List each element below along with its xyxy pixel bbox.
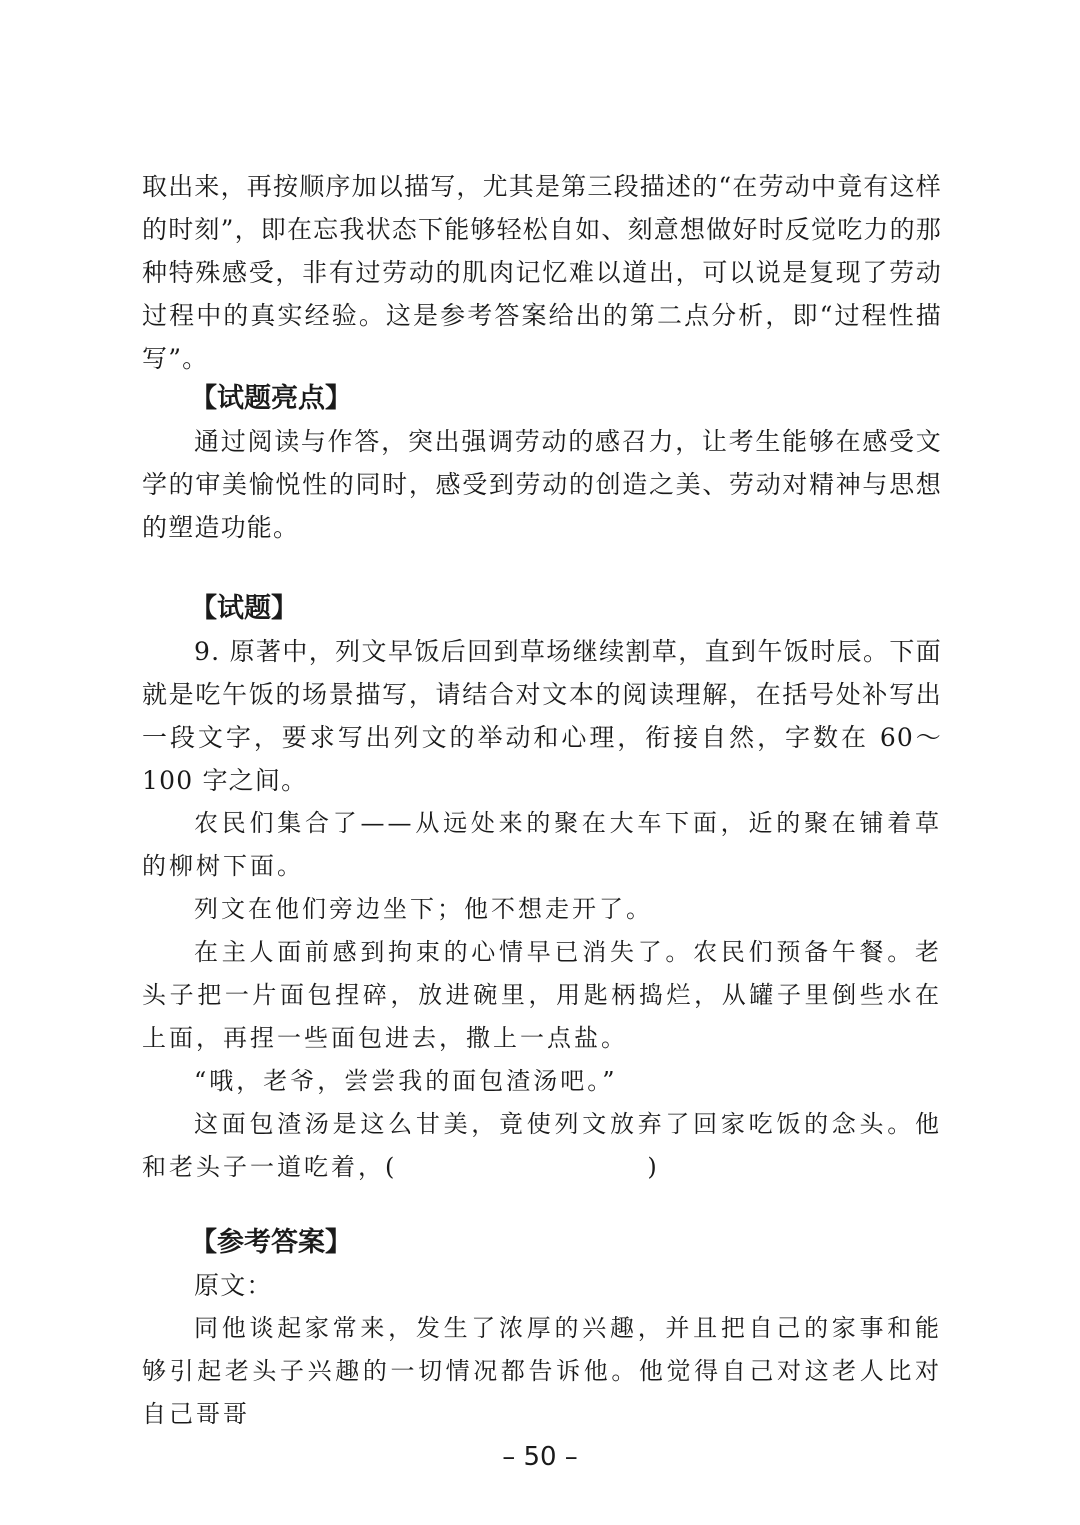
highlights-paragraph: 通过阅读与作答，突出强调劳动的感召力，让考生能够在感受文学的审美愉悦性的同时，感受到劳动的创造之美、劳动对精神与思想的塑造功能。 bbox=[142, 427, 942, 542]
highlights-heading: 【试题亮点】 bbox=[190, 383, 352, 414]
section-highlights bbox=[142, 377, 942, 549]
question-heading: 【试题】 bbox=[190, 593, 298, 624]
excerpt-paragraph-5-close: ) bbox=[647, 1153, 660, 1181]
excerpt-paragraph-1: 农民们集合了——从远处来的聚在大车下面，近的聚在铺着草的柳树下面。 bbox=[142, 809, 942, 880]
question-text: 9. 原著中，列文早饭后回到草场继续割草，直到午饭时辰。下面就是吃午饭的场景描写，请结合对文本的阅读理解，在括号处补写出一段文字，要求写出列文的举动和心理，衔接自然，字数在 60～100 字之间。 bbox=[142, 637, 942, 795]
answer-heading: 【参考答案】 bbox=[190, 1227, 352, 1258]
excerpt-paragraph-2: 列文在他们旁边坐下；他不想走开了。 bbox=[194, 895, 653, 923]
section-analysis bbox=[142, 165, 942, 380]
answer-label: 原文： bbox=[194, 1271, 273, 1300]
excerpt-paragraph-5 bbox=[142, 1103, 942, 1189]
page-number: – 50 – bbox=[502, 1442, 578, 1472]
excerpt-paragraph-3: 在主人面前感到拘束的心情早已消失了。农民们预备午餐。老头子把一片面包捏碎，放进碗里，用匙柄捣烂，从罐子里倒些水在上面，再捏一些面包进去，撒上一点盐。 bbox=[142, 938, 942, 1052]
excerpt-paragraph-4: “哦，老爷，尝尝我的面包渣汤吧。” bbox=[194, 1067, 618, 1095]
excerpt-paragraph-5-text: 这面包渣汤是这么甘美，竟使列文放弃了回家吃饭的念头。他和老头子一道吃着，( bbox=[142, 1110, 942, 1181]
section-answer bbox=[142, 1221, 942, 1436]
answer-paragraph-1: 同他谈起家常来，发生了浓厚的兴趣，并且把自己的家事和能够引起老头子兴趣的一切情况都告诉他。他觉得自己对这老人比对自己哥哥 bbox=[142, 1314, 942, 1428]
section-question bbox=[142, 587, 942, 1189]
analysis-paragraph: 取出来，再按顺序加以描写，尤其是第三段描述的“在劳动中竟有这样的时刻”，即在忘我状态下能够轻松自如、刻意想做好时反觉吃力的那种特殊感受，非有过劳动的肌肉记忆难以道出，可以说是复现了劳动过程中的真实经验。这是参考答案给出的第二点分析，即“过程性描写”。 bbox=[142, 172, 942, 373]
